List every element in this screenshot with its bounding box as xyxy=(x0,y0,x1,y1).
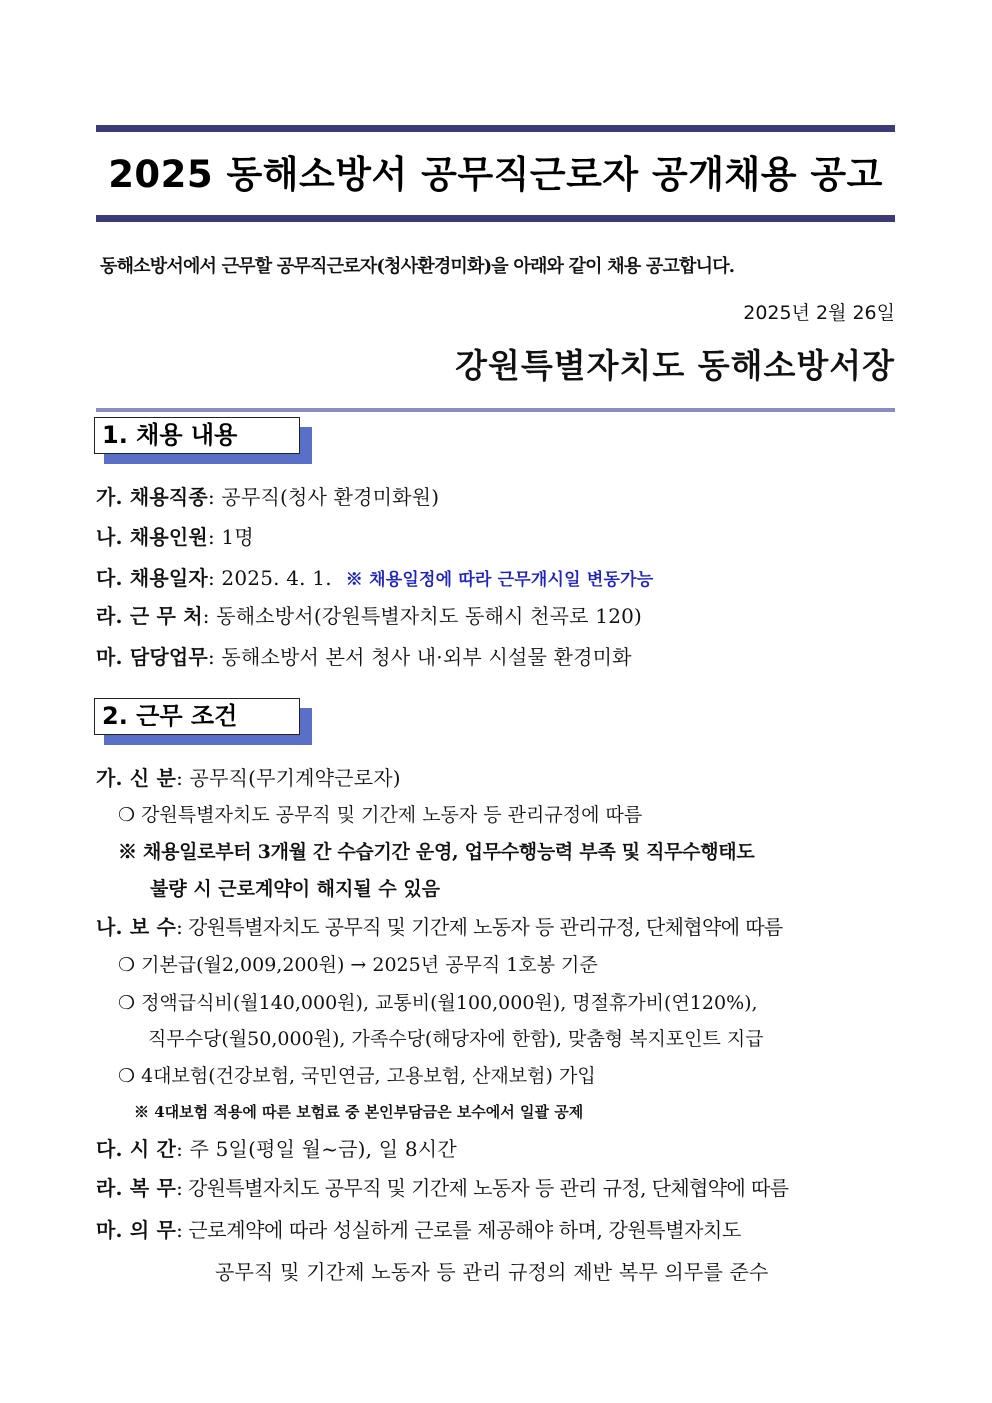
job-type-row xyxy=(96,481,439,510)
divider xyxy=(96,408,895,412)
hire-date-label: 다. 채용일자 xyxy=(96,566,208,590)
obligation-label: 마. 의 무 xyxy=(96,1218,177,1242)
status-value: : 공무직(무기계약근로자) xyxy=(176,766,401,790)
status-note-1: ※ 채용일로부터 3개월 간 수습기간 운영, 업무수행능력 부족 및 직무수행태도 xyxy=(118,841,755,863)
workplace-value: : 동해소방서(강원특별자치도 동해시 천곡로 120) xyxy=(202,604,643,628)
section1-heading: 1. 채용 내용 xyxy=(94,417,300,454)
headcount-row xyxy=(96,521,254,550)
duties-value: : 동해소방서 본서 청사 내·외부 시설물 환경미화 xyxy=(207,645,632,669)
obligation-value-1: : 근로계약에 따라 성실하게 근로를 제공해야 하며, 강원특별자치도 xyxy=(176,1218,741,1242)
status-bullet: ❍ 강원특별자치도 공무직 및 기간제 노동자 등 관리규정에 따름 xyxy=(118,804,643,826)
pay-bullet-3: ❍ 4대보험(건강보험, 국민연금, 고용보험, 산재보험) 가입 xyxy=(118,1065,596,1087)
intro-text: 동해소방서에서 근무할 공무직근로자(청사환경미화)을 아래와 같이 채용 공고합니다. xyxy=(100,256,735,277)
obligation-row xyxy=(96,1214,741,1243)
job-type-label: 가. 채용직종 xyxy=(96,485,208,509)
pay-note: ※ 4대보험 적용에 따른 보험료 중 본인부담금은 보수에서 일괄 공제 xyxy=(134,1103,584,1121)
workplace-row xyxy=(96,600,642,629)
status-label: 가. 신 분 xyxy=(96,766,177,790)
hire-date-value: : 2025. 4. 1. xyxy=(207,566,332,590)
issuing-organization: 강원특별자치도 동해소방서장 xyxy=(455,346,895,385)
workplace-label: 라. 근 무 처 xyxy=(96,604,203,628)
pay-bullet-2b: 직무수당(월50,000원), 가족수당(해당자에 한함), 맞춤형 복지포인트 지급 xyxy=(148,1028,764,1050)
job-type-value: : 공무직(청사 환경미화원) xyxy=(207,485,440,509)
hire-date-row xyxy=(96,562,653,591)
duties-row xyxy=(96,641,632,670)
pay-value: : 강원특별자치도 공무직 및 기간제 노동자 등 관리규정, 단체협약에 따름 xyxy=(176,915,783,939)
page-title: 2025 동해소방서 공무직근로자 공개채용 공고 xyxy=(108,153,883,196)
pay-bullet-1: ❍ 기본급(월2,009,200원) → 2025년 공무직 1호봉 기준 xyxy=(118,954,598,976)
service-value: : 강원특별자치도 공무직 및 기간제 노동자 등 관리 규정, 단체협약에 따름 xyxy=(176,1176,789,1200)
section2-heading: 2. 근무 조건 xyxy=(94,698,300,735)
hire-date-note: ※ 채용일정에 따라 근무개시일 변동가능 xyxy=(345,570,654,590)
headcount-label: 나. 채용인원 xyxy=(96,525,208,549)
title-top-bar xyxy=(96,125,895,132)
status-row xyxy=(96,762,401,791)
obligation-value-2: 공무직 및 기간제 노동자 등 관리 규정의 제반 복무 의무를 준수 xyxy=(215,1260,769,1284)
pay-label: 나. 보 수 xyxy=(96,915,177,939)
headcount-value: : 1명 xyxy=(207,525,254,549)
pay-row xyxy=(96,911,783,940)
hours-value: : 주 5일(평일 월~금), 일 8시간 xyxy=(176,1137,457,1161)
service-row xyxy=(96,1172,788,1201)
hours-label: 다. 시 간 xyxy=(96,1137,177,1161)
duties-label: 마. 담당업무 xyxy=(96,645,208,669)
hours-row xyxy=(96,1133,457,1162)
status-note-2: 불량 시 근로계약이 해지될 수 있음 xyxy=(150,878,441,900)
title-bottom-bar xyxy=(96,215,895,222)
pay-bullet-2a: ❍ 정액급식비(월140,000원), 교통비(월100,000원), 명절휴가비(연120%), xyxy=(118,992,758,1014)
service-label: 라. 복 무 xyxy=(96,1176,177,1200)
notice-date: 2025년 2월 26일 xyxy=(743,302,895,324)
